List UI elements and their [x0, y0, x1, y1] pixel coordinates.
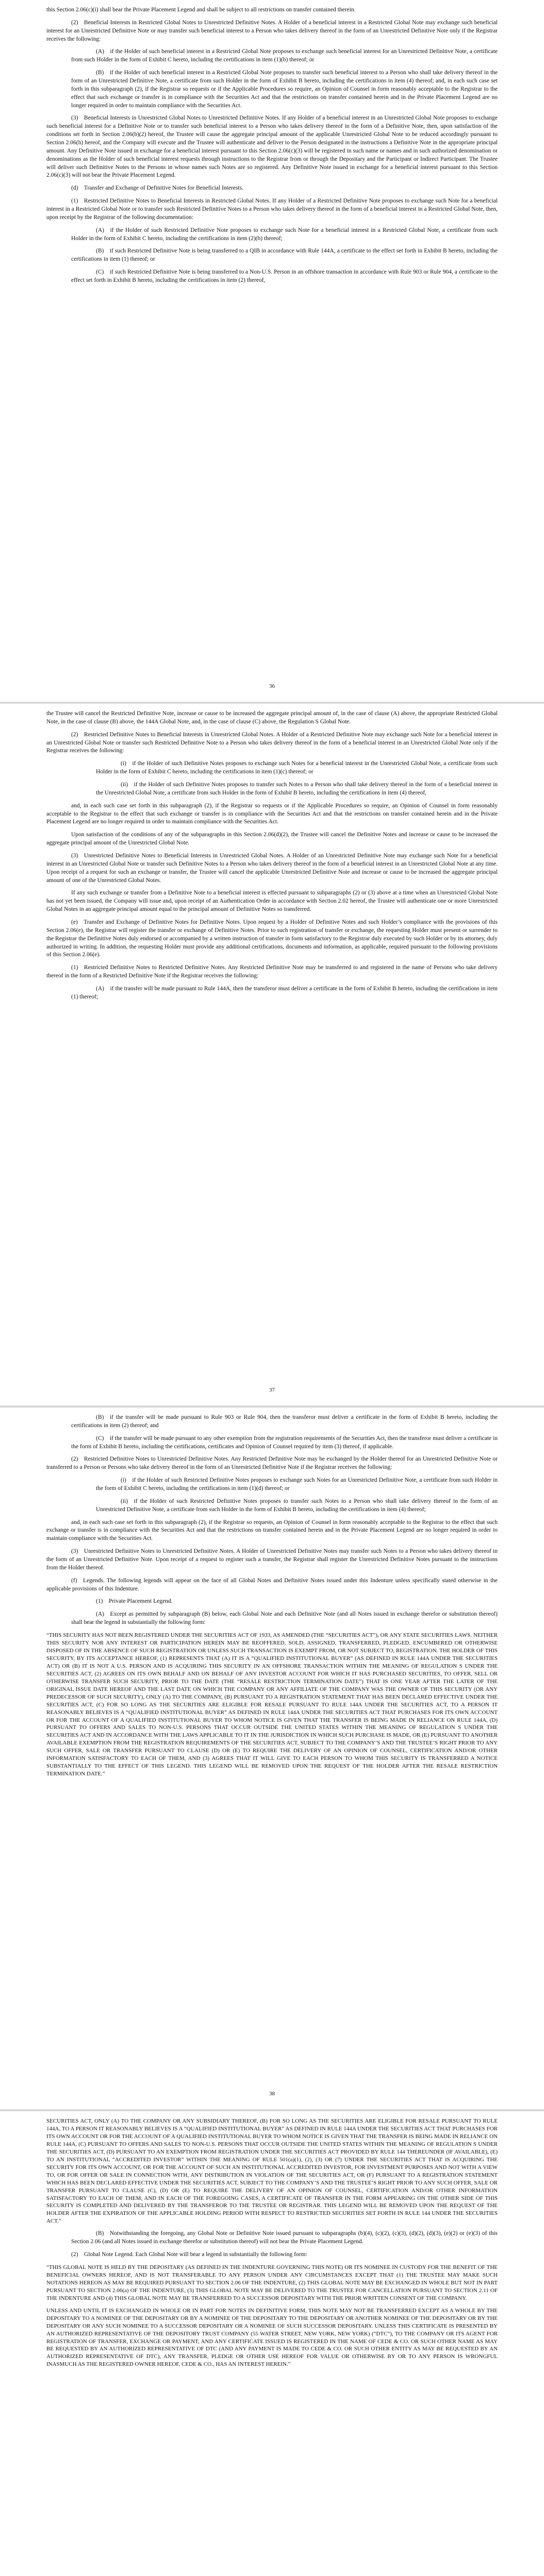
paragraph: (C) if the transfer will be made pursuant to any other exemption from the registration requirements of the Securities Act, then the transferor must deliver a certificate in the form of Exhibit B hereto, including the certifications, certificates and Opinion of Counsel required by item (3) thereof, if applicable.	[71, 1435, 498, 1450]
paragraph: this Section 2.06(c)(i) shall bear the Private Placement Legend and shall be subject to all restrictions on transfer contained therein.	[46, 7, 356, 13]
paragraph: If any such exchange or transfer from a Definitive Note to a beneficial interest is effected pursuant to subparagraphs (2) or (3) above at a time when an Unrestricted Global Note has not yet been issued, the Company will issue and, upon receipt of an Authentication Order in accordance with Section 2.02 hereof, the Trustee will authenticate one or more Unrestricted Global Notes in an aggregate principal amount equal to the principal amount of Definitive Notes so transferred.	[46, 890, 498, 913]
paragraph: (A) if the Holder of such beneficial interest in a Restricted Global Note proposes to exchange such beneficial interest for an Unrestricted Definitive Note, a certificate from such Holder in the form of Exhibit C hereto, including the certifications in item (1)(b) thereof; or	[71, 48, 498, 63]
paragraph: (3) Beneficial Interests in Unrestricted Global Notes to Unrestricted Definitive Notes. If any Holder of a beneficial interest in an Unrestricted Global Note proposes to exchange such beneficial interest for a Definitive Note or to transfer such beneficial interest to a Person who takes delivery thereof in the form of a Definitive Note, then, upon satisfaction of the conditions set forth in Section 2.06(b)(2) hereof, the Trustee will cause the aggregate principal amount of the applicable Unrestricted Global Note to be reduced accordingly pursuant to Section 2.06(h) hereof, and the Company will execute and the Trustee will authenticate and deliver to the Person designated in the instructions a Definitive Note in the appropriate principal amount. Any Definitive Note issued in exchange for a beneficial interest pursuant to this Section 2.06(c)(3) will be registered in such name or names and in such authorized denomination or denominations as the Holder of such beneficial interest requests through instructions to the Registrar from or through the Depositary and the Participant or Indirect Participant. The Trustee will deliver such Definitive Notes to the Persons in whose names such Notes are so registered. Any Definitive Note issued in exchange for a beneficial interest pursuant to this Section 2.06(c)(3) will not bear the Private Placement Legend.	[46, 115, 498, 179]
paragraph: (B) if the transfer will be made pursuant to Rule 903 or Rule 904, then the transferor must deliver a certificate in the form of Exhibit B hereto, including the certifications in item (2) thereof; and	[71, 1414, 498, 1429]
paragraph: (1) Restricted Definitive Notes to Beneficial Interests in Restricted Global Notes. If any Holder of a Restricted Definitive Note proposes to exchange such Note for a beneficial interest in a Restricted Global Note or to transfer such Restricted Definitive Notes to a Person who takes delivery thereof in the form of a beneficial interest in a Restricted Global Note, then, upon receipt by the Registrar of the following documentation:	[46, 198, 498, 221]
legend-text: SECURITIES ACT, ONLY (A) TO THE COMPANY OR ANY SUBSIDIARY THEREOF, (B) FOR SO LONG AS THE SECURITIES ARE ELIGIBLE FOR RESALE PURSUANT TO RULE 144A, TO A PERSON IT REASONABLY BELIEVES IS A “QUALIFIED INSTITUTIONAL BUYER” AS DEFINED IN RULE 144A UNDER THE SECURITIES ACT THAT PURCHASES FOR ITS OWN ACCOUNT OR FOR THE ACCOUNT OF A QUALIFIED INSTITUTIONAL BUYER TO WHOM NOTICE IS GIVEN THAT THE TRANSFER IS BEING MADE IN RELIANCE ON RULE 144A, (C) PURSUANT TO OFFERS AND SALES TO NON-U.S. PERSONS THAT OCCUR OUTSIDE THE UNITED STATES WITHIN THE MEANING OF REGULATION S UNDER THE SECURITIES ACT, (D) PURSUANT TO AN EXEMPTION FROM REGISTRATION UNDER THE SECURITIES ACT PROVIDED BY RULE 144 THEREUNDER (IF AVAILABLE), (E) TO AN INSTITUTIONAL “ACCREDITED INVESTOR” WITHIN THE MEANING OF RULE 501(a)(1), (2), (3) OR (7) UNDER THE SECURITIES ACT THAT IS ACQUIRING THE SECURITY FOR ITS OWN ACCOUNT, OR FOR THE ACCOUNT OF SUCH AN INSTITUTIONAL ACCREDITED INVESTOR, FOR INVESTMENT PURPOSES AND NOT WITH A VIEW TO, OR FOR OFFER OR SALE IN CONNECTION WITH, ANY DISTRIBUTION IN VIOLATION OF THE SECURITIES ACT, OR (F) PURSUANT TO A REGISTRATION STATEMENT WHICH HAS BEEN DECLARED EFFECTIVE UNDER THE SECURITIES ACT, SUBJECT TO THE COMPANY’S AND THE TRUSTEE’S RIGHT PRIOR TO ANY SUCH OFFER, SALE OR TRANSFER PURSUANT TO CLAUSE (C), (D) OR (E) TO REQUIRE THE DELIVERY OF AN OPINION OF COUNSEL, CERTIFICATION AND/OR OTHER INFORMATION SATISFACTORY TO EACH OF THEM, AND IN EACH OF THE FOREGOING CASES, A CERTIFICATE OF TRANSFER IN THE FORM APPEARING ON THE OTHER SIDE OF THIS SECURITY IS COMPLETED AND DELIVERED BY THE TRANSFEROR TO THE TRUSTEE OR REGISTRAR. THIS LEGEND WILL BE REMOVED UPON THE REQUEST OF THE HOLDER AFTER THE EXPIRATION OF THE APPLICABLE HOLDING PERIOD WITH RESPECT TO RESTRICTED SECURITIES SET FORTH IN RULE 144 UNDER THE SECURITIES ACT.”	[46, 2118, 498, 2225]
document-page	[0, 704, 544, 1405]
page-number: 37	[269, 1386, 275, 1393]
paragraph: (A) if the Holder of such Restricted Definitive Note proposes to exchange such Note for a beneficial interest in a Restricted Global Note, a certificate from such Holder in the form of Exhibit C hereto, including the certifications in item (2)(b) thereof;	[71, 227, 498, 242]
paragraph: (B) Notwithstanding the foregoing, any Global Note or Definitive Note issued pursuant to subparagraphs (b)(4), (c)(2), (c)(3), (d)(2), (d)(3), (e)(2) or (e)(3) of this Section 2.06 (and all Notes issued in exchange therefor or substitution thereof) will not bear the Private Placement Legend.	[71, 2230, 498, 2245]
paragraph: (1) Restricted Definitive Notes to Restricted Definitive Notes. Any Restricted Definitive Note may be transferred to and registered in the name of Persons who take delivery thereof in the form of a Restricted Definitive Note if the Registrar receives the following:	[46, 964, 498, 979]
paragraph: (2) Beneficial Interests in Restricted Global Notes to Unrestricted Definitive Notes. A Holder of a beneficial interest in a Restricted Global Note may exchange such beneficial interest for an Unrestricted Definitive Note or may transfer such beneficial interest to a Person who takes delivery thereof in the form of an Unrestricted Definitive Note only if the Registrar receives the following:	[46, 19, 498, 42]
page-number: 36	[269, 683, 275, 689]
paragraph: (A) Except as permitted by subparagraph (B) below, each Global Note and each Definitive Note (and all Notes issued in exchange therefor or substitution thereof) shall bear the legend in substantially the following form:	[71, 1611, 498, 1626]
paragraph: and, in each such case set forth in this subparagraph (2), if the Registrar so requests or if the Applicable Procedures so require, an Opinion of Counsel in form reasonably acceptable to the Registrar to the effect that such exchange or transfer is in compliance with the Securities Act and that the restrictions on transfer contained herein and in the Private Placement Legend are no longer required in order to maintain compliance with the Securities Act.	[46, 802, 498, 825]
paragraph: (C) if such Restricted Definitive Note is being transferred to a Non-U.S. Person in an offshore transaction in accordance with Rule 903 or Rule 904, a certificate to the effect set forth in Exhibit B hereto, including the certifications in item (2) thereof,	[71, 269, 498, 284]
paragraph: (B) if such Restricted Definitive Note is being transferred to a QIB in accordance with Rule 144A, a certificate to the effect set forth in Exhibit B hereto, including the certifications in item (1) thereof; or	[71, 248, 498, 263]
paragraph: (3) Unrestricted Definitive Notes to Beneficial Interests in Unrestricted Global Notes. A Holder of an Unrestricted Definitive Note may exchange such Note for a beneficial interest in an Unrestricted Global Note or transfer such Definitive Notes to a Person who takes delivery thereof in the form of a beneficial interest in an Unrestricted Global Note at any time. Upon receipt of a request for such an exchange or transfer, the Trustee will cancel the applicable Unrestricted Definitive Note and increase or cause to be increased the aggregate principal amount of one of the Unrestricted Global Notes.	[46, 853, 498, 884]
paragraph: (2) Global Note Legend. Each Global Note will bear a legend in substantially the following form:	[71, 2251, 307, 2258]
legend-text: “THIS SECURITY HAS NOT BEEN REGISTERED UNDER THE SECURITIES ACT OF 1933, AS AMENDED (THE “SECURITIES ACT”), OR ANY STATE SECURITIES LAWS. NEITHER THIS SECURITY NOR ANY INTEREST OR PARTICIPATION HEREIN MAY BE REOFFERED, SOLD, ASSIGNED, TRANSFERRED, PLEDGED, ENCUMBERED OR OTHERWISE DISPOSED OF IN THE ABSENCE OF SUCH REGISTRATION OR UNLESS SUCH TRANSACTION IS EXEMPT FROM, OR NOT SUBJECT TO, REGISTRATION. THE HOLDER OF THIS SECURITY, BY ITS ACCEPTANCE HEREOF, (1) REPRESENTS THAT (A) IT IS A “QUALIFIED INSTITUTIONAL BUYER” (AS DEFINED IN RULE 144A UNDER THE SECURITIES ACT) OR (B) IT IS NOT A U.S. PERSON AND IS ACQUIRING THIS SECURITY IN AN OFFSHORE TRANSACTION WITHIN THE MEANING OF REGULATION S UNDER THE SECURITIES ACT, (2) AGREES ON ITS OWN BEHALF AND ON BEHALF OF ANY INVESTOR ACCOUNT FOR WHICH IT HAS PURCHASED SECURITIES, TO OFFER, SELL OR OTHERWISE TRANSFER SUCH SECURITY, PRIOR TO THE DATE (THE “RESALE RESTRICTION TERMINATION DATE”) THAT IS ONE YEAR AFTER THE LATER OF THE ORIGINAL ISSUE DATE HEREOF AND THE LAST DATE ON WHICH THE COMPANY OR ANY AFFILIATE OF THE COMPANY WAS THE OWNER OF THIS SECURITY (OR ANY PREDECESSOR OF SUCH SECURITY), ONLY (A) TO THE COMPANY, (B) PURSUANT TO A REGISTRATION STATEMENT THAT HAS BEEN DECLARED EFFECTIVE UNDER THE SECURITIES ACT, (C) FOR SO LONG AS THE SECURITIES ARE ELIGIBLE FOR RESALE PURSUANT TO RULE 144A UNDER THE SECURITIES ACT, TO A PERSON IT REASONABLY BELIEVES IS A “QUALIFIED INSTITUTIONAL BUYER” AS DEFINED IN RULE 144A UNDER THE SECURITIES ACT THAT PURCHASES FOR ITS OWN ACCOUNT OR FOR THE ACCOUNT OF A QUALIFIED INSTITUTIONAL BUYER TO WHOM NOTICE IS GIVEN THAT THE TRANSFER IS BEING MADE IN RELIANCE ON RULE 144A, (D) PURSUANT TO OFFERS AND SALES TO NON-U.S. PERSONS THAT OCCUR OUTSIDE THE UNITED STATES WITHIN THE MEANING OF REGULATION S UNDER THE SECURITIES ACT AND IN ACCORDANCE WITH THE LAWS APPLICABLE TO IT IN THE JURISDICTION IN WHICH SUCH PURCHASE IS MADE, OR (E) PURSUANT TO ANOTHER AVAILABLE EXEMPTION FROM THE REGISTRATION REQUIREMENTS OF THE SECURITIES ACT, SUBJECT TO THE COMPANY’S AND THE TRUSTEE’S RIGHT PRIOR TO ANY SUCH OFFER, SALE OR TRANSFER PURSUANT TO CLAUSE (D) OR (E) TO REQUIRE THE DELIVERY OF AN OPINION OF COUNSEL, CERTIFICATION AND/OR OTHER INFORMATION SATISFACTORY TO EACH OF THEM, AND (3) AGREES THAT IT WILL GIVE TO EACH PERSON TO WHOM THIS SECURITY IS TRANSFERRED A NOTICE SUBSTANTIALLY TO THE EFFECT OF THIS LEGEND. THIS LEGEND WILL BE REMOVED UPON THE REQUEST OF THE HOLDER AFTER THE RESALE RESTRICTION TERMINATION DATE.”	[46, 1632, 498, 1777]
paragraph: Upon satisfaction of the conditions of any of the subparagraphs in this Section 2.06(d)(2), the Trustee will cancel the Definitive Notes and increase or cause to be increased the aggregate principal amount of the Unrestricted Global Note.	[46, 832, 498, 846]
paragraph: (i) if the Holder of such Restricted Definitive Notes proposes to exchange such Notes for an Unrestricted Definitive Note, a certificate from such Holder in the form of Exhibit C hereto, including the certifications in item (1)(d) thereof; or	[96, 1477, 498, 1492]
legend-text: UNLESS AND UNTIL IT IS EXCHANGED IN WHOLE OR IN PART FOR NOTES IN DEFINITIVE FORM, THIS NOTE MAY NOT BE TRANSFERRED EXCEPT AS A WHOLE BY THE DEPOSITARY TO A NOMINEE OF THE DEPOSITARY OR BY A NOMINEE OF THE DEPOSITARY TO THE DEPOSITARY OR ANOTHER NOMINEE OF THE DEPOSITARY OR BY THE DEPOSITARY OR ANY SUCH NOMINEE TO A SUCCESSOR DEPOSITARY OR A NOMINEE OF SUCH SUCCESSOR DEPOSITARY. UNLESS THIS CERTIFICATE IS PRESENTED BY AN AUTHORIZED REPRESENTATIVE OF THE DEPOSITORY TRUST COMPANY (55 WATER STREET, NEW YORK, NEW YORK) (“DTC”), TO THE COMPANY OR ITS AGENT FOR REGISTRATION OF TRANSFER, EXCHANGE OR PAYMENT, AND ANY CERTIFICATE ISSUED IS REGISTERED IN THE NAME OF CEDE & CO. OR SUCH OTHER NAME AS MAY BE REQUESTED BY AN AUTHORIZED REPRESENTATIVE OF DTC (AND ANY PAYMENT IS MADE TO CEDE & CO. OR SUCH OTHER ENTITY AS MAY BE REQUESTED BY AN AUTHORIZED REPRESENTATIVE OF DTC), ANY TRANSFER, PLEDGE OR OTHER USE HEREOF FOR VALUE OR OTHERWISE BY OR TO ANY PERSON IS WRONGFUL INASMUCH AS THE REGISTERED OWNER HEREOF, CEDE & CO., HAS AN INTEREST HEREIN.”	[46, 2307, 498, 2368]
paragraph: (3) Unrestricted Definitive Notes to Unrestricted Definitive Notes. A Holder of Unrestricted Definitive Notes may transfer such Notes to a Person who takes delivery thereof in the form of an Unrestricted Definitive Note. Upon receipt of a request to register such a transfer, the Registrar shall register the Unrestricted Definitive Notes pursuant to the instructions from the Holder thereof.	[46, 1548, 498, 1571]
paragraph: (i) if the Holder of such Definitive Notes proposes to exchange such Notes for a beneficial interest in the Unrestricted Global Note, a certificate from such Holder in the form of Exhibit C hereto, including the certifications in item (1)(c) thereof; or	[96, 760, 498, 775]
section-heading: (d) Transfer and Exchange of Definitive Notes for Beneficial Interests.	[71, 185, 243, 192]
paragraph: (2) Restricted Definitive Notes to Unrestricted Definitive Notes. Any Restricted Definitive Note may be exchanged by the Holder thereof for an Unrestricted Definitive Note or transferred to a Person or Persons who take delivery thereof in the form of an Unrestricted Definitive Note if the Registrar receives the following:	[46, 1456, 498, 1471]
paragraph: (ii) if the Holder of such Definitive Notes proposes to transfer such Notes to a Person who shall take delivery thereof in the form of a beneficial interest in the Unrestricted Global Note, a certificate from such Holder in the form of Exhibit B hereto, including the certifications in item (4) thereof,	[96, 782, 498, 796]
document-page	[0, 2111, 544, 2576]
document-page	[0, 0, 544, 702]
section-heading: (1) Private Placement Legend.	[96, 1598, 173, 1605]
paragraph: the Trustee will cancel the Restricted Definitive Note, increase or cause to be increased the aggregate principal amount of, in the case of clause (A) above, the appropriate Restricted Global Note, in the case of clause (B) above, the 144A Global Note, and, in the case of clause (C) above, the Regulation S Global Note.	[46, 710, 498, 725]
paragraph: (f) Legends. The following legends will appear on the face of all Global Notes and Definitive Notes issued under this Indenture unless specifically stated otherwise in the applicable provisions of this Indenture.	[46, 1577, 498, 1592]
document-page	[0, 1408, 544, 2109]
paragraph: (A) if the transfer will be made pursuant to Rule 144A, then the transferor must deliver a certificate in the form of Exhibit B hereto, including the certifications in item (1) thereof;	[71, 986, 498, 1000]
paragraph: (e) Transfer and Exchange of Definitive Notes for Definitive Notes. Upon request by a Holder of Definitive Notes and such Holder’s compliance with the provisions of this Section 2.06(e), the Registrar will register the transfer or exchange of Definitive Notes. Prior to such registration of transfer or exchange, the requesting Holder must present or surrender to the Registrar the Definitive Notes duly endorsed or accompanied by a written instruction of transfer in form satisfactory to the Registrar duly executed by such Holder or by its attorney, duly authorized in writing. In addition, the requesting Holder must provide any additional certifications, documents and information, as applicable, required pursuant to the following provisions of this Section 2.06(e).	[46, 919, 498, 958]
legend-text: “THIS GLOBAL NOTE IS HELD BY THE DEPOSITARY (AS DEFINED IN THE INDENTURE GOVERNING THIS NOTE) OR ITS NOMINEE IN CUSTODY FOR THE BENEFIT OF THE BENEFICIAL OWNERS HEREOF, AND IS NOT TRANSFERABLE TO ANY PERSON UNDER ANY CIRCUMSTANCES EXCEPT THAT (1) THE TRUSTEE MAY MAKE SUCH NOTATIONS HEREON AS MAY BE REQUIRED PURSUANT TO SECTION 2.06 OF THE INDENTURE, (2) THIS GLOBAL NOTE MAY BE EXCHANGED IN WHOLE BUT NOT IN PART PURSUANT TO SECTION 2.06(a) OF THE INDENTURE, (3) THIS GLOBAL NOTE MAY BE DELIVERED TO THE TRUSTEE FOR CANCELLATION PURSUANT TO SECTION 2.11 OF THE INDENTURE AND (4) THIS GLOBAL NOTE MAY BE TRANSFERRED TO A SUCCESSOR DEPOSITARY WITH THE PRIOR WRITTEN CONSENT OF THE COMPANY.	[46, 2264, 498, 2301]
page-number: 38	[269, 2090, 275, 2097]
paragraph: (ii) if the Holder of such Restricted Definitive Notes proposes to transfer such Notes to a Person who shall take delivery thereof in the form of an Unrestricted Definitive Note, a certificate from such Holder in the form of Exhibit B hereto, including the certifications in item (4) thereof;	[96, 1498, 498, 1513]
paragraph: (2) Restricted Definitive Notes to Beneficial Interests in Unrestricted Global Notes. A Holder of a Restricted Definitive Note may exchange such Note for a beneficial interest in an Unrestricted Global Note or transfer such Restricted Definitive Note to a Person who takes delivery thereof in the form of a beneficial interest in an Unrestricted Global Note only if the Registrar receives the following:	[46, 731, 498, 754]
paragraph: and, in each such case set forth in this subparagraph (2), if the Registrar so requests, an Opinion of Counsel in form reasonably acceptable to the Registrar to the effect that such exchange or transfer is in compliance with the Securities Act and that the restrictions on transfer contained herein and in the Private Placement Legend are no longer required in order to maintain compliance with the Securities Act.	[46, 1519, 498, 1542]
paragraph: (B) if the Holder of such beneficial interest in a Restricted Global Note proposes to transfer such beneficial interest to a Person who shall take delivery thereof in the form of an Unrestricted Definitive Note, a certificate from such Holder in the form of Exhibit B hereto, including the certifications in item (4) thereof; and, in each such case set forth in this subparagraph (2), if the Registrar so requests or if the Applicable Procedures so require, an Opinion of Counsel in form reasonably acceptable to the Registrar to the effect that such exchange or transfer is in compliance with the Securities Act and that the restrictions on transfer contained herein and in the Private Placement Legend are no longer required in order to maintain compliance with the Securities Act.	[71, 70, 498, 109]
